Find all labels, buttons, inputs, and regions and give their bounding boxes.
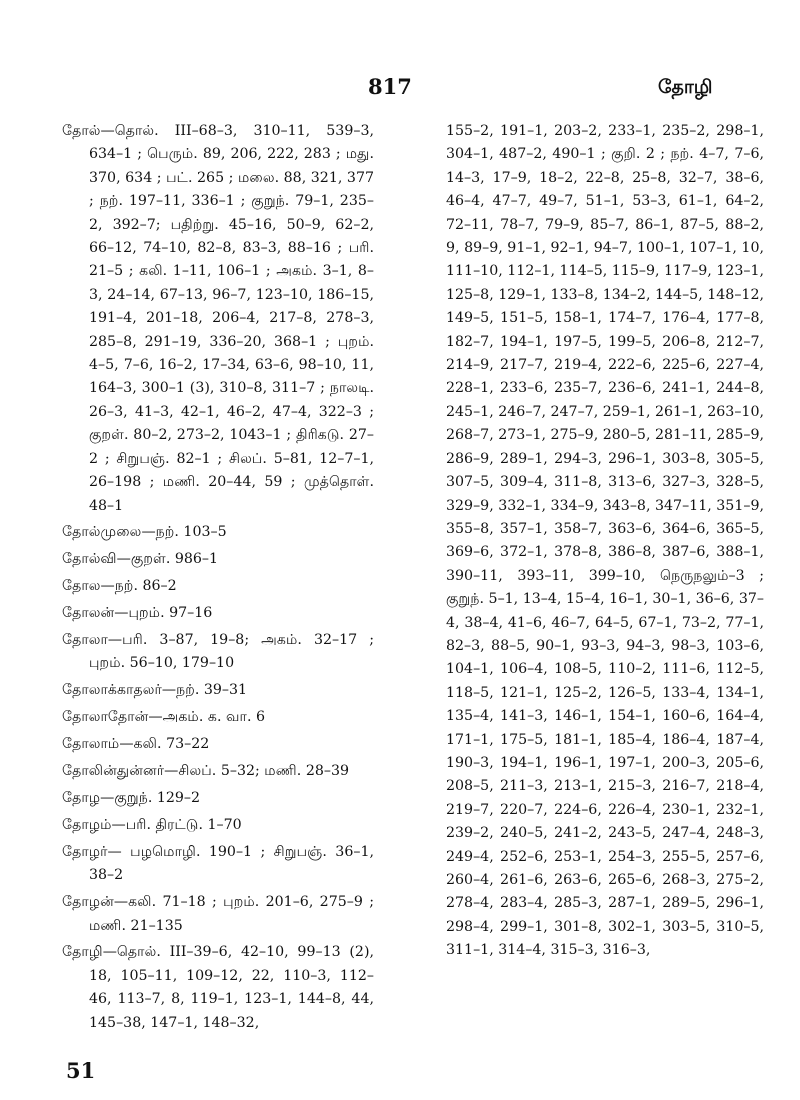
index-entry: தோல்—தொல். III–68–3, 310–11, 539–3, 634–1 ; பெரும். 89, 206, 222, 283 ; மது. 370, 634 ; பட். 265 ; மலை. 88, 321, 377 ; நற். 197–11, 336–1 ; குறுந். 79–1, 235–2, 392–7; பதிற்று. 45–16, 50–9, 62–2, 66–12, 74–10, 82–8, 83–3, 88–16 ; பரி. 21–5 ; கலி. 1–11, 106–1 ; அகம். 3–1, 8–3, 24–14, 67–13, 96–7, 123–10, 186–15, 191–4, 201–18, 206–4, 217–8, 278–3, 285–8, 291–19, 336–20, 368–1 ; புறம். 4–5, 7–6, 16–2, 17–34, 63–6, 98–10, 11, 164–3, 300–1 (3), 310–8, 311–7 ; நாலடி. 26–3, 41–3, 42–1, 46–2, 47–4, 322–3 ; குறள். 80–2, 273–2, 1043–1 ; திரிகடு. 27–2 ; சிறுபஞ். 82–1 ; சிலப். 5–81, 12–7–1, 26–198 ; மணி. 20–44, 59 ; முத்தொள். 48–1 bbox=[62, 123, 374, 514]
index-entry-continued: 155–2, 191–1, 203–2, 233–1, 235–2, 298–1, 304–1, 487–2, 490–1 ; குறி. 2 ; நற். 4–7, 7–6, 14–3, 17–9, 18–2, 22–8, 25–8, 32–7, 38–6, 46–4, 47–7, 49–7, 51–1, 53–3, 61–1, 64–2, 72–11, 78–7, 79–9, 85–7, 86–1, 87–5, 88–2, 9, 89–9, 91–1, 92–1, 94–7, 100–1, 107–1, 10, 111–10, 112–1, 114–5, 115–9, 117–9, 123–1, 125–8, 129–1, 133–8, 134–2, 144–5, 148–12, 149–5, 151–5, 158–1, 174–7, 176–4, 177–8, 182–7, 194–1, 197–5, 199–5, 206–8, 212–7, 214–9, 217–7, 219–4, 222–6, 225–6, 227–4, 228–1, 233–6, 235–7, 236–6, 241–1, 244–8, 245–1, 246–7, 247–7, 259–1, 261–1, 263–10, 268–7, 273–1, 275–9, 280–5, 281–11, 285–9, 286–9, 289–1, 294–3, 296–1, 303–8, 305–5, 307–5, 309–4, 311–8, 313–6, 327–3, 328–5, 329–9, 332–1, 334–9, 343–8, 347–11, 351–9, 355–8, 357–1, 358–7, 363–6, 364–6, 365–5, 369–6, 372–1, 378–8, 386–8, 387–6, 388–1, 390–11, 393–11, 399–10, நெருநலும்–3 ; குறுந். 5–1, 13–4, 15–4, 16–1, 30–1, 36–6, 37–4, 38–4, 41–6, 46–7, 64–5, 67–1, 73–2, 77–1, 82–3, 88–5, 90–1, 93–3, 94–3, 98–3, 103–6, 104–1, 106–4, 108–5, 110–2, 111–6, 112–5, 118–5, 121–1, 125–2, 126–5, 133–4, 134–1, 135–4, 141–3, 146–1, 154–1, 160–6, 164–4, 171–1, 175–5, 181–1, 185–4, 186–4, 187–4, 190–3, 194–1, 196–1, 197–1, 200–3, 205–6, 208–5, 211–3, 213–1, 215–3, 216–7, 218–4, 219–7, 220–7, 224–6, 226–4, 230–1, 232–1, 239–2, 240–5, 241–2, 243–5, 247–4, 248–3, 249–4, 252–6, 253–1, 254–3, 255–5, 257–6, 260–4, 261–6, 263–6, 265–6, 268–3, 275–2, 278–4, 283–4, 285–3, 287–1, 289–5, 296–1, 298–4, 299–1, 301–8, 302–1, 303–5, 310–5, 311–1, 314–4, 315–3, 316–3, bbox=[446, 123, 764, 959]
signature-mark: 51 bbox=[66, 1058, 96, 1083]
index-column-right bbox=[446, 120, 764, 966]
index-entry: தோழன்—கலி. 71–18 ; புறம். 201–6, 275–9 ; மணி. 21–135 bbox=[62, 894, 374, 934]
index-entry: தோழ—குறுந். 129–2 bbox=[62, 789, 201, 806]
index-column-left bbox=[62, 120, 374, 1039]
index-entry: தோழர்— பழமொழி. 190–1 ; சிறுபஞ். 36–1, 38–2 bbox=[62, 843, 374, 884]
index-entry: தோல்முலை—நற். 103–5 bbox=[62, 524, 227, 541]
index-entry: தோலாதோன்—அகம். க. வா. 6 bbox=[62, 709, 265, 726]
page-number: 817 bbox=[368, 74, 412, 99]
index-entry: தோலன்—புறம். 97–16 bbox=[62, 605, 213, 622]
running-head: தோழி bbox=[658, 76, 713, 98]
index-entry: தோல்வி—குறள். 986–1 bbox=[62, 551, 219, 568]
index-entry: தோழி—தொல். III–39–6, 42–10, 99–13 (2), 18, 105–11, 109–12, 22, 110–3, 112–46, 113–7, 8, 119–1, 123–1, 144–8, 44, 145–38, 147–1, 148–32, bbox=[62, 944, 374, 1031]
index-entry: தோலா—பரி. 3–87, 19–8; அகம். 32–17 ; புறம். 56–10, 179–10 bbox=[62, 632, 374, 672]
index-entry: தோலின்துன்னர்—சிலப். 5–32; மணி. 28–39 bbox=[62, 763, 350, 780]
index-entry: தோலாக்காதலர்—நற். 39–31 bbox=[62, 682, 248, 699]
index-entry: தோழம்—பரி. திரட்டு. 1–70 bbox=[62, 816, 242, 833]
index-entry: தோலாம்—கலி. 73–22 bbox=[62, 736, 210, 753]
index-entry: தோல—நற். 86–2 bbox=[62, 578, 177, 595]
